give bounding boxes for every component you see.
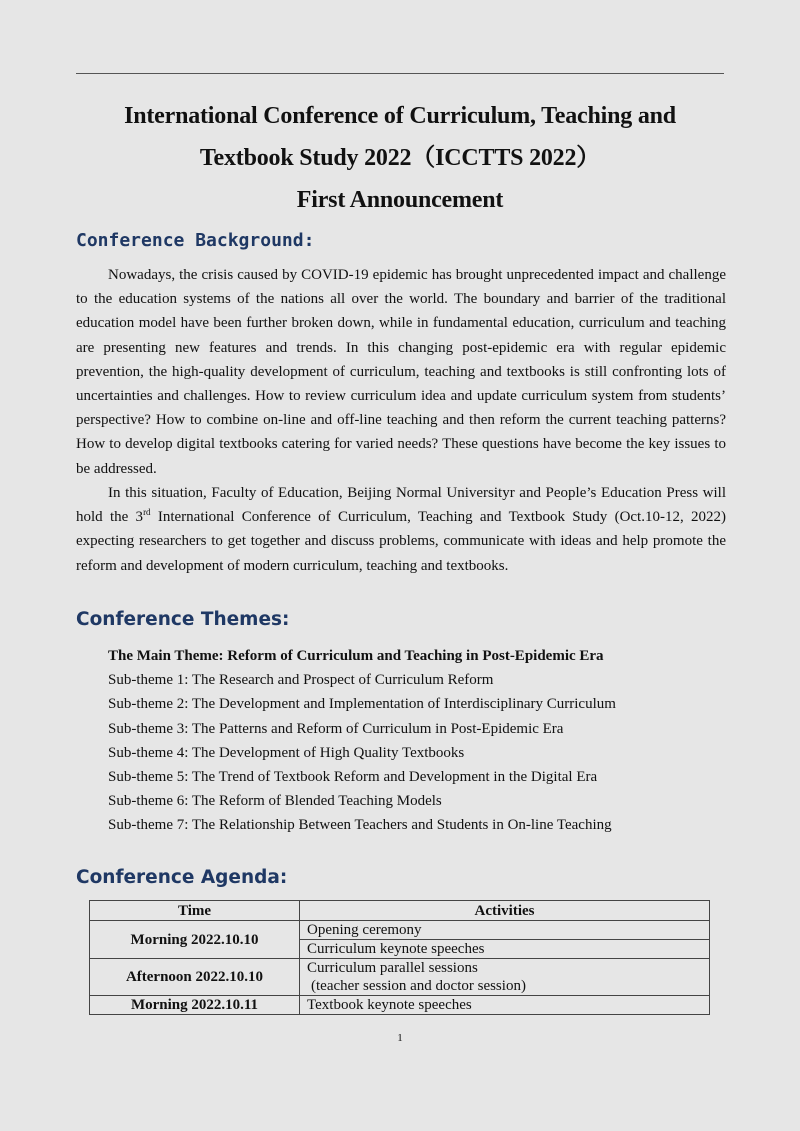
header-rule — [76, 73, 724, 74]
activity-line: (teacher session and doctor session) — [311, 978, 526, 994]
paragraph-2-text-a: In this situation, Faculty of Education, Beijing Normal Universityr and People’s Education Press will hold the 3 — [76, 485, 726, 526]
sub-theme-3: Sub-theme 3: The Patterns and Reform of Curriculum in Post-Epidemic Era — [108, 720, 564, 737]
activity-cell: Opening ceremony — [300, 921, 710, 940]
time-cell: Morning 2022.10.11 — [90, 996, 300, 1015]
ordinal-suffix: rd — [143, 507, 151, 518]
sub-theme-6: Sub-theme 6: The Reform of Blended Teaching Models — [108, 793, 442, 810]
background-paragraph-1: Nowadays, the crisis caused by COVID-19 epidemic has brought unprecedented impact and challenge to the education systems of the nations all over the world. The boundary and barrier of the traditional education model have been further broken down, while in fundamental education, curriculum and teaching are presenting new features and trends. In this changing post-epidemic era with regular epidemic prevention, the high-quality development of curriculum, teaching and textbooks is still confronting lots of uncertainties and challenges. How to review curriculum idea and update curriculum system from students’ perspective? How to combine on-line and off-line teaching and then reform the current teaching patterns? How to develop digital textbooks catering for varied needs? These questions have become the key issues to be addressed. — [76, 267, 726, 477]
sub-theme-1: Sub-theme 1: The Research and Prospect of Curriculum Reform — [108, 672, 494, 689]
activity-cell — [300, 959, 710, 996]
themes-list — [108, 644, 616, 838]
document-subtitle: First Announcement — [296, 187, 504, 213]
time-cell: Afternoon 2022.10.10 — [90, 959, 300, 996]
activity-cell: Curriculum keynote speeches — [300, 940, 710, 959]
main-theme: The Main Theme: Reform of Curriculum and Teaching in Post-Epidemic Era — [108, 648, 604, 664]
sub-theme-5: Sub-theme 5: The Trend of Textbook Reform and Development in the Digital Era — [108, 769, 598, 786]
background-heading: Conference Background: — [76, 230, 315, 251]
table-row — [90, 959, 710, 996]
background-paragraph-2 — [76, 481, 726, 578]
activity-cell: Textbook keynote speeches — [300, 996, 710, 1015]
table-row — [90, 996, 710, 1015]
paragraph-2-text-b: International Conference of Curriculum, Teaching and Textbook Study (Oct.10-12, 2022) expecting researchers to get together and discuss problems, communicate with ideas and help promote the reform and development of modern curriculum, teaching and textbooks. — [76, 509, 726, 574]
themes-heading: Conference Themes: — [76, 609, 290, 630]
page-number: 1 — [397, 1032, 403, 1044]
activity-line: Curriculum parallel sessions — [307, 960, 478, 976]
table-row — [90, 921, 710, 940]
agenda-header-row — [90, 901, 710, 921]
agenda-table — [89, 900, 710, 1015]
sub-theme-7: Sub-theme 7: The Relationship Between Teachers and Students in On-line Teaching — [108, 817, 612, 834]
sub-theme-4: Sub-theme 4: The Development of High Quality Textbooks — [108, 744, 465, 761]
document-title-line-1: International Conference of Curriculum, Teaching and — [124, 103, 676, 129]
agenda-heading: Conference Agenda: — [76, 867, 288, 888]
sub-theme-2: Sub-theme 2: The Development and Implementation of Interdisciplinary Curriculum — [108, 696, 616, 713]
column-header-time: Time — [90, 901, 300, 921]
column-header-activities: Activities — [300, 901, 710, 921]
time-cell: Morning 2022.10.10 — [90, 921, 300, 959]
document-title-line-2: Textbook Study 2022（ICCTTS 2022） — [199, 145, 601, 171]
